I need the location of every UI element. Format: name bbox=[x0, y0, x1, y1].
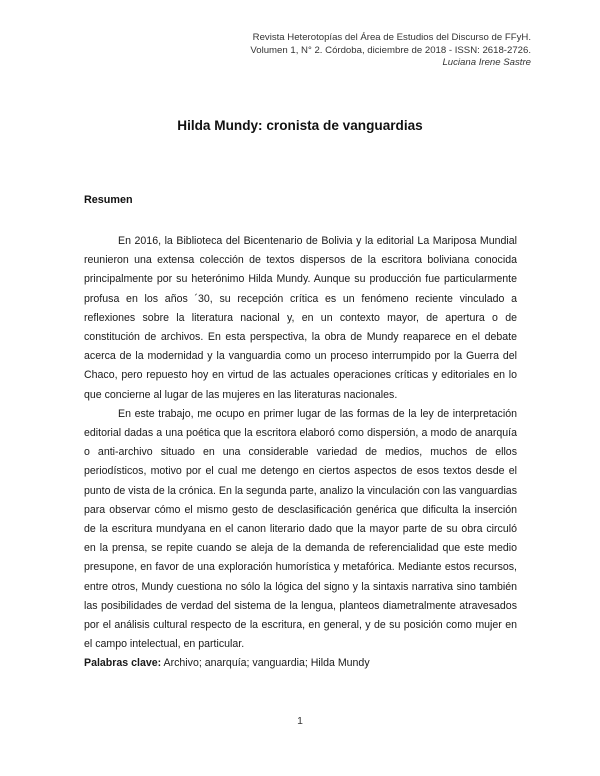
keywords-line bbox=[84, 654, 517, 673]
journal-header bbox=[250, 32, 531, 70]
author-name: Luciana Irene Sastre bbox=[442, 57, 531, 69]
abstract-paragraph-2: En este trabajo, me ocupo en primer lugar de las formas de la ley de interpretación editorial dadas a una poética que la escritora elaboró como dispersión, a modo de anarquía o anti-archivo situado en una considerable variedad de medios, muchos de ellos periodísticos, motivo por el cual me detengo en ciertos aspectos de esos textos desde el punto de vista de la crónica. En la segunda parte, analizo la vinculación con las vanguardias para observar cómo el mismo gesto de desclasificación genérica que dificulta la inserción de la escritura mundyana en el canon literario dado que la mayor parte de su obra circuló en la prensa, se repite cuando se aleja de la demanda de referencialidad que este medio presupone, en favor de una exploración humorística y metafórica. Mediante estos recursos, entre otros, Mundy cuestiona no sólo la lógica del signo y la sintaxis narrativa sino también las posibilidades de verdad del sistema de la lengua, planteos diametralmente atravesados por el análisis cultural respecto de la escritura, en general, y de su posición como mujer en el campo intelectual, en particular. bbox=[84, 407, 517, 651]
abstract-paragraph-1: En 2016, la Biblioteca del Bicentenario de Bolivia y la editorial La Mariposa Mundial reunieron una extensa colección de textos dispersos de la escritora boliviana conocida principalmente por su heterónimo Hilda Mundy. Aunque su producción fue particularmente profusa en los años ´30, su recepción crítica es un fenómeno reciente vinculado a reflexiones sobre la literatura nacional y, en un contexto mayor, de apertura o de constitución de archivos. En esta perspectiva, la obra de Mundy reaparece en el debate acerca de la modernidad y la vanguardia como un proceso interrumpido por la Guerra del Chaco, pero repuesto hoy en virtud de las actuales operaciones críticas y editoriales en lo que concierne al lugar de las mujeres en las literaturas nacionales. bbox=[84, 235, 517, 401]
journal-line-1: Revista Heterotopías del Área de Estudios del Discurso de FFyH. bbox=[252, 32, 531, 43]
page-number: 1 bbox=[297, 716, 303, 727]
article-title: Hilda Mundy: cronista de vanguardias bbox=[177, 118, 423, 133]
keywords-label: Palabras clave: bbox=[84, 657, 162, 670]
section-heading: Resumen bbox=[84, 194, 133, 206]
journal-line-2: Volumen 1, N° 2. Córdoba, diciembre de 2018 - ISSN: 2618-2726. bbox=[250, 44, 531, 56]
abstract-body bbox=[84, 232, 517, 674]
keywords-value: Archivo; anarquía; vanguardia; Hilda Mundy bbox=[161, 657, 370, 670]
